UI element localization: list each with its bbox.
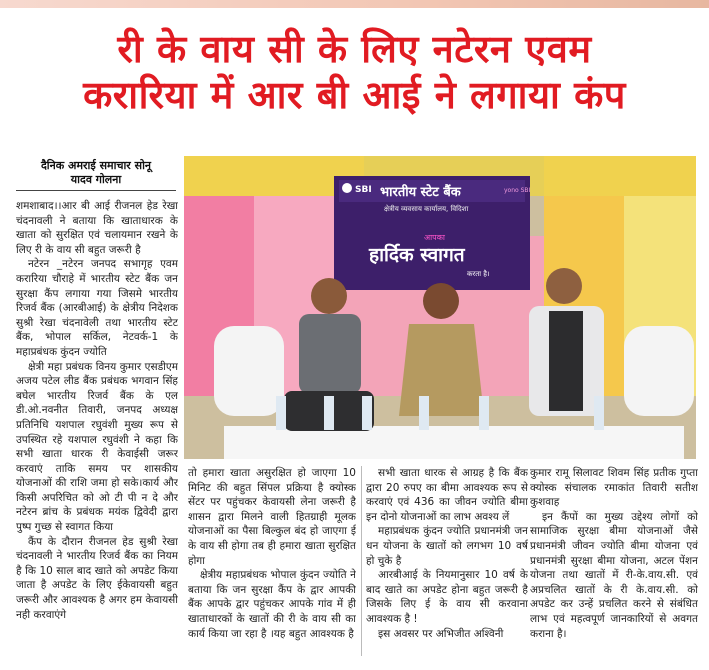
chair-right xyxy=(624,326,694,416)
person-3-head xyxy=(546,268,582,304)
welcome-small: आपका xyxy=(424,233,445,242)
paragraph: सभी खाता धारक से आग्रह है कि बैंक द्वारा 20 रुपए का बीमा आवश्यक रूप से करवाएं एवं 436 का जीवन ज्योति बीमा इन दोनो योजनाओं का लाभ अवश्य लें xyxy=(366,467,528,523)
byline-line-1: दैनिक अमराई समाचार सोनू xyxy=(40,159,152,172)
person-1-head xyxy=(311,278,347,314)
article-column-1 xyxy=(16,199,178,669)
sbi-logo-icon xyxy=(342,183,352,193)
event-photo-illustration xyxy=(184,156,696,459)
person-2-saree xyxy=(399,324,484,416)
byline xyxy=(16,159,176,187)
paragraph: इन कैंपों का मुख्य उद्देश्य लोगों को सामाजिक सुरक्षा बीमा योजनाओं जैसे प्रधानमंत्री जीवन ज्योति बीमा योजना एवं प्रधानमंत्री सुरक्षा बीमा योजना, अटल पेंशन योजना तथा खातों में री-के.वाय.सी. एवं अप्रचलित खातों के री के.वाय.सी. को अपडेट कर उन्हें प्रचलित करने से संबंधित लाभ एवं महत्वपूर्ण जानकारियों से अवगत कराना है। xyxy=(530,510,698,640)
paragraph: शमशाबाद।।आर बी आई रीजनल हेड रेखा चंदनावली ने बताया कि खाताधारक के खाता को सुरक्षित एवं चलायमान रखने के लिए री के वाय सी बहुत जरूरी है xyxy=(16,200,178,256)
byline-divider xyxy=(16,190,176,191)
person-3-jacket-gap xyxy=(549,311,583,411)
chair-left xyxy=(214,326,284,416)
bottle xyxy=(362,396,372,430)
bottle xyxy=(479,396,489,430)
paragraph: आरबीआई के नियमानुसार 10 वर्ष के बाद खाते का अपडेट होना बहुत जरूरी है जिसके लिए ई के वाय सी करवाना आवश्यक है ! xyxy=(366,569,528,625)
person-2-head xyxy=(423,283,459,319)
paragraph: कुमार रामू सिलावट शिवम सिंह प्रतीक गुप्ता क्योस्क संचालक रमाकांत तिवारी सतीश कुशवाह xyxy=(530,467,698,509)
paragraph: नटेरन _नटेरन जनपद सभागृह एवम करारिया चौराहे में भारतीय स्टेट बैंक जन सुरक्षा कैंप लगाया गया जिसमे भारतीय रिजर्व बैंक (आरबीआई) के क्षेत्रीय निदेशक सुश्री रेखा चंदनावेली तथा भारतीय स्टेट बैंक, भोपाल सर्किल, नेटवर्क-1 के महाप्रबंधक कुंदन ज्योति xyxy=(16,258,178,358)
banner-title: भारतीय स्टेट बैंक xyxy=(380,185,461,200)
paragraph: तो हमारा खाता असुरक्षित हो जाएगा 10 मिनिट की बहुत सिंपल प्रक्रिया है क्योस्क सेंटर पर पहुंचकर केवायसी लेना जरूरी है शासन द्वारा मिलने वाली हितग्राही मूलक योजनाओं का पैसा बिल्कुल बंद हो जाएगा ई के वाय सी होगा तब ही हमारा खाता सुरक्षित होगा xyxy=(188,467,356,567)
paragraph: क्षेत्री महा प्रबंधक विनय कुमार एसडीएम अजय पटेल लीड बैंक प्रबंधक भगवान सिंह बघेल भारतीय रिजर्व बैंक के एल डी.ओ.नवनीत तिवारी, जनपद अध्यक्ष प्रतिनिधि यशपाल रघुवंशी मुख्य रूप से उपस्थित रहे यशपाल रघुवंशी ने कहा कि सभी खाता धारक री केवाईसी जरूर करवाएं ताकि समय पर शासकीय योजनाओं की राशि जमा हो सके।कार्य और किसी अपरिचित को ओ टी पी न दे और नटेरन ब्रांच के प्रबंधक मयंक द्विवेदी द्वारा पुष्प गुच्छ से स्वागत किया xyxy=(16,360,178,534)
paragraph: कैंप के दौरान रीजनल हेड सुश्री रेखा चंदनावली ने भारतीय रिजर्व बैंक का नियम है कि 10 साल बाद खाते को अपडेट किया जाता है अपडेट के लिए ईकेवायसी बहुत जरूरी और आवश्यक है अगर हम केवायसी नही करवाएंगे xyxy=(16,535,178,621)
paragraph: इस अवसर पर अभिजीत अश्विनी xyxy=(378,627,504,640)
bottle xyxy=(594,396,604,430)
bottle xyxy=(276,396,286,430)
banner-brand: yono SBI xyxy=(504,187,531,194)
article-column-4 xyxy=(530,466,698,666)
column-divider xyxy=(361,466,362,656)
top-color-strip xyxy=(0,0,709,8)
paragraph: क्षेत्रीय महाप्रबंधक भोपाल कुंदन ज्योति ने बताया कि जन सुरक्षा कैंप के द्वार आपकी बैंक आपके द्वार पहुंचकर आपके गांव में ही खाताधारकों के खातों की री के वाय सी का कार्य किया जा रहा है ।यह बहुत आवश्यक है xyxy=(188,569,356,640)
welcome-tail: करता है। xyxy=(467,270,490,278)
banner-logo-text: SBI xyxy=(355,185,372,195)
headline-line-1: री के वाय सी के लिए नटेरन एवम xyxy=(117,27,592,71)
paragraph: महाप्रबंधक कुंदन ज्योति प्रधानमंत्री जन धन योजना के खातों को लगभग 10 वर्ष हो चुके है xyxy=(366,525,528,567)
headline xyxy=(0,26,709,118)
byline-line-2: यादव गोलना xyxy=(70,173,122,186)
welcome-big: हार्दिक स्वागत xyxy=(369,244,465,266)
article-column-3 xyxy=(366,466,528,666)
bottle xyxy=(419,396,429,430)
headline-line-2: करारिया में आर बी आई ने लगाया कंप xyxy=(83,73,626,117)
person-1-vest xyxy=(299,314,361,394)
banner-subtitle: क्षेत्रीय व्यवसाय कार्यालय, विदिशा xyxy=(384,205,469,213)
bottle xyxy=(324,396,334,430)
article-column-2 xyxy=(188,466,356,666)
event-photo xyxy=(184,156,696,459)
